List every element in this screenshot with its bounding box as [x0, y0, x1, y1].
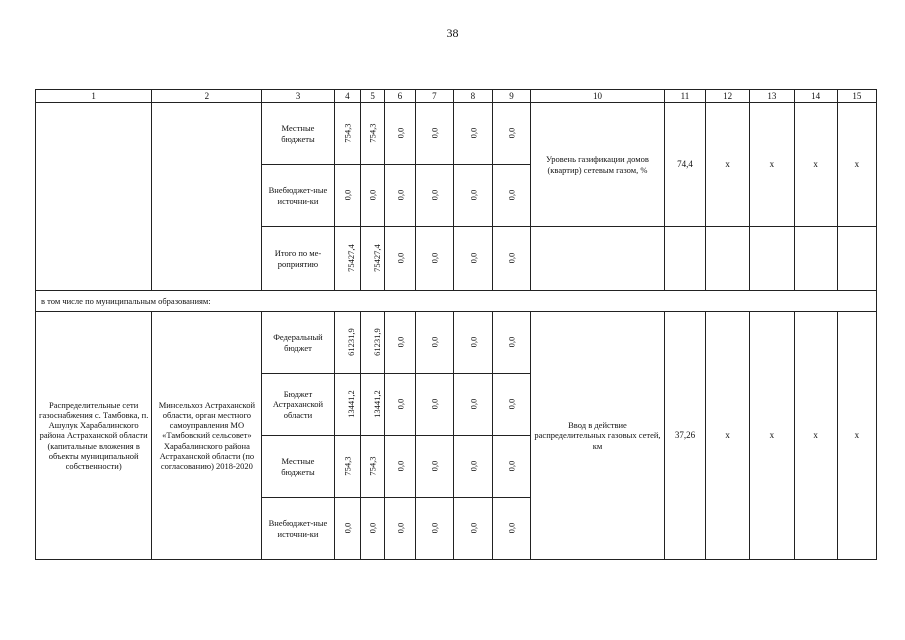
- page-number: 38: [446, 26, 459, 40]
- value-cell: 0,0: [415, 312, 453, 374]
- empty-cell: [531, 227, 665, 291]
- column-number: 5: [361, 90, 385, 103]
- value-cell: 0,0: [384, 103, 415, 165]
- value-cell: 0,0: [415, 498, 453, 560]
- column-number: 2: [152, 90, 262, 103]
- value-cell: 0,0: [384, 436, 415, 498]
- column-number: 12: [706, 90, 750, 103]
- funding-source: Внебюджет-ные источни-ки: [262, 165, 334, 227]
- column-number: 11: [664, 90, 705, 103]
- funding-source: Итого по ме-роприятию: [262, 227, 334, 291]
- indicator-name: Уровень газификации домов (квартир) сетевым газом, %: [531, 103, 665, 227]
- value-cell: 0,0: [453, 436, 492, 498]
- column-number: 9: [492, 90, 530, 103]
- funding-source: Внебюджет-ные источни-ки: [262, 498, 334, 560]
- empty-cell: [664, 227, 705, 291]
- funding-source: Бюджет Астраханской области: [262, 374, 334, 436]
- subheader-row: [36, 291, 877, 312]
- value-cell: 754,3: [334, 103, 361, 165]
- value-cell: 0,0: [361, 498, 385, 560]
- value-cell: 754,3: [361, 436, 385, 498]
- value-cell: 0,0: [492, 227, 530, 291]
- value-cell: 75427,4: [361, 227, 385, 291]
- value-cell: 0,0: [453, 374, 492, 436]
- value-cell: 0,0: [415, 165, 453, 227]
- indicator-value: 37,26: [664, 312, 705, 560]
- value-cell: 0,0: [492, 436, 530, 498]
- value-cell: 0,0: [492, 312, 530, 374]
- funding-source: Местные бюджеты: [262, 103, 334, 165]
- indicator-name: Ввод в действие распределительных газовых сетей, км: [531, 312, 665, 560]
- value-cell: 0,0: [415, 374, 453, 436]
- empty-cell: [837, 227, 876, 291]
- column-number: 3: [262, 90, 334, 103]
- funding-source: Федеральный бюджет: [262, 312, 334, 374]
- mark-cell: х: [750, 103, 794, 227]
- table-row: [36, 103, 877, 165]
- column-number: 7: [415, 90, 453, 103]
- value-cell: 0,0: [384, 498, 415, 560]
- value-cell: 0,0: [415, 436, 453, 498]
- executor-name: Минсельхоз Астраханской области, орган местного самоуправления МО «Тамбовский сельсовет» Харабалинского района Астраханской области (по согласованию) 2018-2020: [152, 312, 262, 560]
- mark-cell: х: [837, 312, 876, 560]
- value-cell: 0,0: [384, 374, 415, 436]
- empty-cell: [750, 227, 794, 291]
- value-cell: 0,0: [453, 103, 492, 165]
- column-number: 1: [36, 90, 152, 103]
- value-cell: 0,0: [453, 312, 492, 374]
- column-number-row: [36, 90, 877, 103]
- value-cell: 0,0: [384, 165, 415, 227]
- column-number: 6: [384, 90, 415, 103]
- value-cell: 0,0: [492, 374, 530, 436]
- mark-cell: х: [706, 312, 750, 560]
- empty-cell: [794, 227, 837, 291]
- value-cell: 0,0: [492, 165, 530, 227]
- value-cell: 0,0: [415, 227, 453, 291]
- value-cell: 754,3: [361, 103, 385, 165]
- value-cell: 0,0: [334, 165, 361, 227]
- value-cell: 0,0: [361, 165, 385, 227]
- mark-cell: х: [794, 312, 837, 560]
- mark-cell: х: [837, 103, 876, 227]
- empty-cell: [706, 227, 750, 291]
- value-cell: 0,0: [384, 227, 415, 291]
- program-table: [35, 89, 877, 560]
- value-cell: 0,0: [492, 498, 530, 560]
- municipal-subheader: в том числе по муниципальным образованиям:: [36, 291, 877, 312]
- object-cell-empty: [36, 103, 152, 291]
- column-number: 8: [453, 90, 492, 103]
- value-cell: 0,0: [453, 498, 492, 560]
- value-cell: 754,3: [334, 436, 361, 498]
- column-number: 14: [794, 90, 837, 103]
- column-number: 15: [837, 90, 876, 103]
- value-cell: 13441,2: [334, 374, 361, 436]
- object-name: Распределительные сети газоснабжения с. Тамбовка, п. Ашулук Харабалинского района Астраханской области (капитальные вложения в объекты муниципальной собственности): [36, 312, 152, 560]
- value-cell: 61231,9: [361, 312, 385, 374]
- mark-cell: х: [706, 103, 750, 227]
- funding-source: Местные бюджеты: [262, 436, 334, 498]
- table-row: [36, 312, 877, 374]
- value-cell: 0,0: [415, 103, 453, 165]
- column-number: 13: [750, 90, 794, 103]
- value-cell: 13441,2: [361, 374, 385, 436]
- mark-cell: х: [794, 103, 837, 227]
- value-cell: 0,0: [384, 312, 415, 374]
- executor-cell-empty: [152, 103, 262, 291]
- column-number: 10: [531, 90, 665, 103]
- value-cell: 0,0: [492, 103, 530, 165]
- value-cell: 0,0: [334, 498, 361, 560]
- column-number: 4: [334, 90, 361, 103]
- value-cell: 0,0: [453, 165, 492, 227]
- mark-cell: х: [750, 312, 794, 560]
- value-cell: 61231,9: [334, 312, 361, 374]
- value-cell: 75427,4: [334, 227, 361, 291]
- indicator-value: 74,4: [664, 103, 705, 227]
- value-cell: 0,0: [453, 227, 492, 291]
